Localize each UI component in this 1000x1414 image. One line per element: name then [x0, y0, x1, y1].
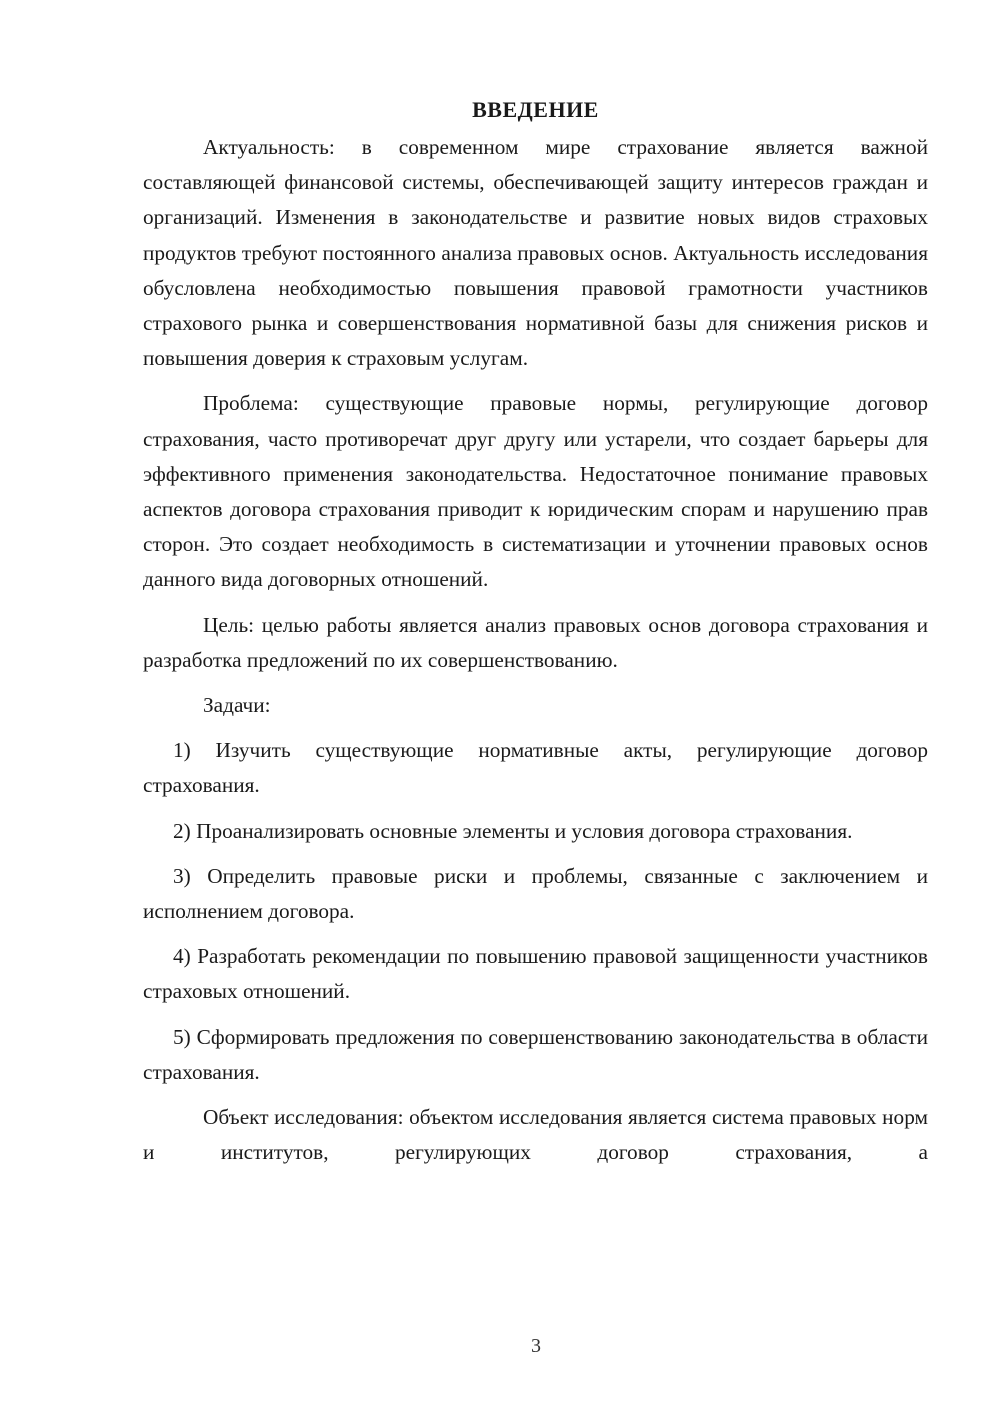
page-number: 3	[531, 1335, 541, 1357]
document-body	[143, 95, 928, 1180]
paragraph-goal: Цель: целью работы является анализ правовых основ договора страхования и разработка предложений по их совершенствованию.	[143, 612, 928, 672]
paragraph-tasks-heading: Задачи:	[203, 693, 271, 718]
section-title: ВВЕДЕНИЕ	[472, 97, 599, 122]
task-item-2: 2) Проанализировать основные элементы и условия договора страхования.	[173, 818, 853, 843]
paragraph-relevance: Актуальность: в современном мире страхование является важной составляющей финансовой системы, обеспечивающей защиту интересов граждан и организаций. Изменения в законодательстве и развитие новых видов страховых продуктов требуют постоянного анализа правовых основ. Актуальность исследования обусловлена необходимостью повышения правовой грамотности участников страхового рынка и совершенствования нормативной базы для снижения рисков и повышения доверия к страховым услугам.	[143, 135, 928, 371]
task-item-5: 5) Сформировать предложения по совершенствованию законодательства в области страхования.	[143, 1024, 928, 1084]
task-item-4: 4) Разработать рекомендации по повышению правовой защищенности участников страховых отношений.	[143, 944, 928, 1004]
paragraph-problem: Проблема: существующие правовые нормы, регулирующие договор страхования, часто противоречат друг другу или устарели, что создает барьеры для эффективного применения законодательства. Недостаточное понимание правовых аспектов договора страхования приводит к юридическим спорам и нарушению прав сторон. Это создает необходимость в систематизации и уточнении правовых основ данного вида договорных отношений.	[143, 391, 928, 592]
task-item-3: 3) Определить правовые риски и проблемы, связанные с заключением и исполнением договора.	[143, 863, 928, 924]
paragraph-object: Объект исследования: объектом исследования является система правовых норм и институтов, регулирующих договор страхования, а	[143, 1105, 928, 1165]
task-item-1: 1) Изучить существующие нормативные акты, регулирующие договор страхования.	[143, 738, 928, 798]
